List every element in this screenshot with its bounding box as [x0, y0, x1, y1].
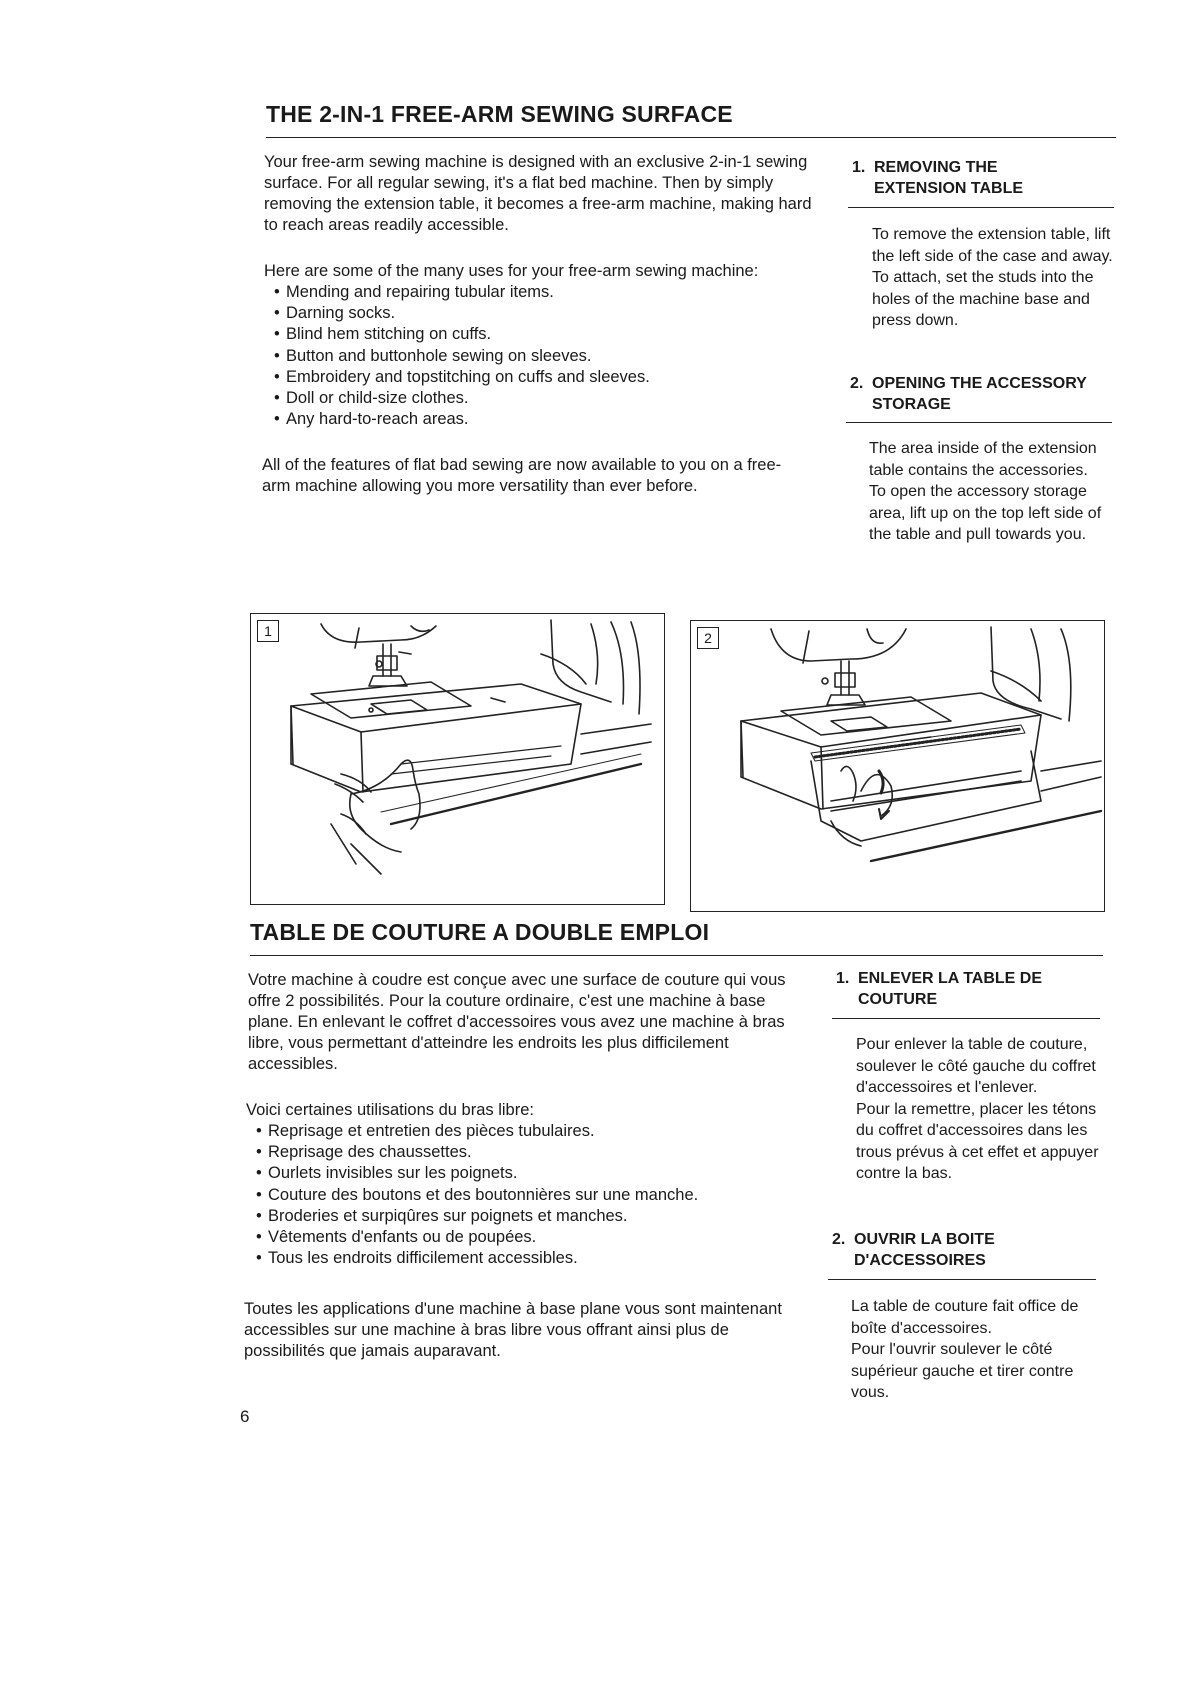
list-item: • Couture des boutons et des boutonnières sur une manche. [256, 1185, 698, 1206]
list-item: • Doll or child-size clothes. [274, 388, 650, 409]
step-title-line1: REMOVING THE [874, 159, 998, 176]
list-item: • Tous les endroits difficilement accessibles. [256, 1248, 698, 1269]
list-item: • Mending and repairing tubular items. [274, 282, 650, 303]
title-rule-english [266, 137, 1116, 138]
step-heading-opening-accessory-storage [850, 373, 1130, 417]
uses-intro-english: Here are some of the many uses for your free-arm sewing machine: [264, 262, 759, 280]
closing-paragraph-english: All of the features of flat bad sewing are now available to you on a free-arm machine allowing you more versatility than ever before. [262, 456, 782, 495]
figure-2 [690, 620, 1105, 912]
list-item: • Embroidery and topstitching on cuffs and sleeves. [274, 367, 650, 388]
step-rule [848, 207, 1114, 208]
step-rule [828, 1279, 1096, 1280]
closing-paragraph-french: Toutes les applications d'une machine à base plane vous sont maintenant accessibles sur une machine à bras libre vous offrant ainsi plus de possibilités que jamais auparavant. [244, 1300, 782, 1360]
step-body-opening-accessory-storage: The area inside of the extension table contains the accessories. To open the accessory storage area, lift up on the top left side of the table and pull towards you. [869, 440, 1102, 543]
step-number: 2. [832, 1231, 846, 1248]
step-number: 1. [852, 159, 866, 176]
list-item: • Broderies et surpiqûres sur poignets et manches. [256, 1206, 698, 1227]
step-title-line1: OUVRIR LA BOITE [854, 1231, 995, 1248]
figure-number: 1 [257, 620, 279, 642]
step-heading-ouvrir-boite [832, 1229, 1102, 1273]
step-rule [832, 1018, 1100, 1019]
step-title-line2: COUTURE [858, 991, 938, 1008]
list-item: • Vêtements d'enfants ou de poupées. [256, 1227, 698, 1248]
page-number: 6 [240, 1407, 250, 1426]
intro-paragraph-french: Votre machine à coudre est conçue avec une surface de couture qui vous offre 2 possibilités. Pour la couture ordinaire, c'est une machine à base plane. En enlevant le coffret d'accessoires vous avez une machine à bras libre, vous permettant d'atteindre les endroits les plus difficilement accessibles. [248, 971, 786, 1073]
list-item: • Darning socks. [274, 303, 650, 324]
figure-number: 2 [697, 627, 719, 649]
list-item: • Button and buttonhole sewing on sleeves. [274, 346, 650, 367]
list-item: • Reprisage et entretien des pièces tubulaires. [256, 1121, 698, 1142]
step-body-ouvrir-boite: La table de couture fait office de boîte d'accessoires. Pour l'ouvrir soulever le côté supérieur gauche et tirer contre vous. [851, 1298, 1079, 1401]
list-item: • Any hard-to-reach areas. [274, 409, 650, 430]
step-title-line2: STORAGE [872, 396, 951, 413]
step-body-enlever-table: Pour enlever la table de couture, soulever le côté gauche du coffret d'accessoires et l'enlever. Pour la remettre, placer les tétons du coffret d'accessoires dans les trous prévus à cet effet et appuyer contre la bas. [856, 1036, 1099, 1182]
uses-list-french [256, 1121, 698, 1269]
section-title-french: TABLE DE COUTURE A DOUBLE EMPLOI [250, 919, 710, 945]
list-item: • Reprisage des chaussettes. [256, 1142, 698, 1163]
uses-intro-french: Voici certaines utilisations du bras libre: [246, 1101, 534, 1119]
step-title-line2: D'ACCESSOIRES [854, 1252, 986, 1269]
intro-paragraph-english: Your free-arm sewing machine is designed with an exclusive 2-in-1 sewing surface. For all regular sewing, it's a flat bed machine. Then by simply removing the extension table, it becomes a free-arm machine, making hard to reach areas readily accessible. [264, 153, 812, 234]
list-item: • Ourlets invisibles sur les poignets. [256, 1163, 698, 1184]
step-title-line1: ENLEVER LA TABLE DE [858, 970, 1043, 987]
step-heading-enlever-table [836, 968, 1106, 1012]
title-rule-french [250, 955, 1103, 956]
list-item: • Blind hem stitching on cuffs. [274, 324, 650, 345]
step-rule [846, 422, 1112, 423]
uses-list-english [274, 282, 650, 430]
sewing-machine-open-storage-illustration [691, 621, 1104, 911]
step-number: 1. [836, 970, 850, 987]
step-number: 2. [850, 375, 864, 392]
step-body-removing-extension-table: To remove the extension table, lift the left side of the case and away. To attach, set the studs into the holes of the machine base and press down. [872, 226, 1113, 329]
section-title-english: THE 2-IN-1 FREE-ARM SEWING SURFACE [266, 101, 733, 127]
step-title-line1: OPENING THE ACCESSORY [872, 375, 1087, 392]
sewing-machine-remove-table-illustration [251, 614, 664, 904]
step-title-line2: EXTENSION TABLE [874, 180, 1024, 197]
figure-1 [250, 613, 665, 905]
step-heading-removing-extension-table [852, 157, 1112, 201]
